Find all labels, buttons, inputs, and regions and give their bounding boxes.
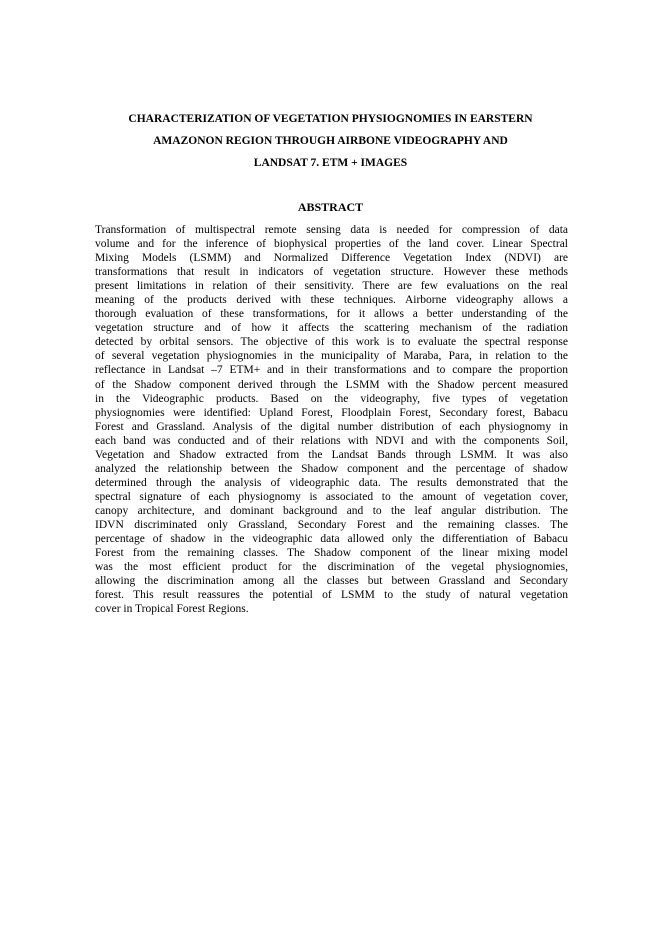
abstract-line: thorough evaluation of these transformations, for it allows a better understanding of the [95, 308, 568, 321]
abstract-line: transformations that result in indicators of vegetation structure. However these methods [95, 266, 568, 279]
abstract-line: physiognomies were identified: Upland Forest, Floodplain Forest, Secondary forest, Babacu [95, 406, 568, 419]
abstract-line: canopy architecture, and dominant background and to the leaf angular distribution. The [95, 504, 568, 517]
abstract-line: Vegetation and Shadow extracted from the Landsat Bands through LSMM. It was also [95, 448, 568, 461]
abstract-line: cover in Tropical Forest Regions. [95, 603, 249, 616]
paper-title [60, 108, 601, 174]
title-line: LANDSAT 7. ETM + IMAGES [253, 157, 408, 169]
abstract-line: analyzed the relationship between the Shadow component and the percentage of shadow [95, 462, 568, 475]
abstract-line: meaning of the products derived with these techniques. Airborne videography allows a [95, 294, 568, 307]
abstract-line: in the Videographic products. Based on the videography, five types of vegetation [95, 392, 568, 405]
abstract-line: present limitations in relation of their sensitivity. There are few evaluations on the real [95, 280, 568, 293]
abstract-line: reflectance in Landsat –7 ETM+ and in their transformations and to compare the proportion [95, 364, 568, 377]
abstract-line: determined through the analysis of videographic data. The results demonstrated that the [95, 476, 568, 489]
abstract-line: Transformation of multispectral remote sensing data is needed for compression of data [95, 224, 568, 236]
abstract-line: Forest and Grassland. Analysis of the digital number distribution of each physiognomy in [95, 420, 568, 433]
abstract-line: volume and for the inference of biophysical properties of the land cover. Linear Spectral [95, 238, 568, 251]
title-line: AMAZONON REGION THROUGH AIRBONE VIDEOGRAPHY AND [153, 135, 508, 147]
abstract-body [95, 223, 568, 616]
abstract-line: allowing the discrimination among all the classes but between Grassland and Secondary [95, 575, 568, 588]
abstract-line: forest. This result reassures the potential of LSMM to the study of natural vegetation [95, 589, 568, 602]
abstract-line: IDVN discriminated only Grassland, Secondary Forest and the remaining classes. The [95, 518, 568, 531]
abstract-line: Forest from the remaining classes. The Shadow component of the linear mixing model [95, 547, 568, 560]
abstract-heading: ABSTRACT [297, 200, 364, 214]
title-line: CHARACTERIZATION OF VEGETATION PHYSIOGNOMIES IN EARSTERN [128, 113, 533, 125]
abstract-line: of several vegetation physiognomies in the municipality of Maraba, Para, in relation to the [95, 350, 568, 363]
abstract-line: was the most efficient product for the discrimination of the vegetal physiognomies, [95, 561, 568, 574]
abstract-line: Mixing Models (LSMM) and Normalized Difference Vegetation Index (NDVI) are [95, 252, 568, 265]
abstract-line: detected by orbital sensors. The objective of this work is to evaluate the spectral response [95, 336, 568, 349]
abstract-line: each band was conducted and of their relations with NDVI and with the components Soil, [95, 434, 568, 447]
abstract-line: vegetation structure and of how it affects the scattering mechanism of the radiation [95, 322, 568, 335]
abstract-line: spectral signature of each physiognomy is associated to the amount of vegetation cover, [95, 490, 568, 503]
abstract-line: of the Shadow component derived through the LSMM with the Shadow percent measured [95, 378, 568, 391]
abstract-line: percentage of shadow in the videographic data allowed only the differentiation of Babacu [95, 533, 568, 546]
